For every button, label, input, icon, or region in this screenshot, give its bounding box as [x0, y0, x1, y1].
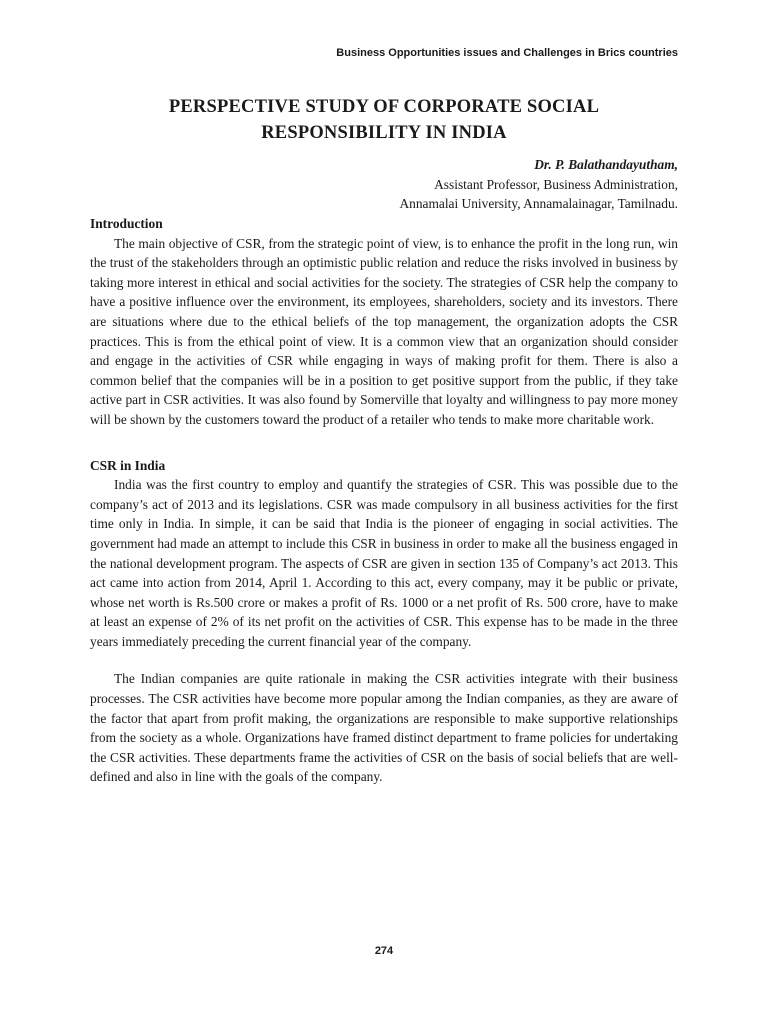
paper-body	[90, 214, 678, 787]
running-header: Business Opportunities issues and Challenges in Brics countries	[336, 47, 678, 59]
csr-india-paragraph-1: India was the first country to employ and quantify the strategies of CSR. This was possible due to the company’s act of 2013 and its legislations. CSR was made compulsory in all business activities for the first time only in India. In simple, it can be said that India is the pioneer of engaging in social activities. The government had made an attempt to include this CSR in business in order to make all the business engaged in the national development program. The aspects of CSR are given in section 135 of Company’s act 2013. This act came into action from 2014, April 1. According to this act, every company, may it be public or private, whose net worth is Rs.500 crore or makes a profit of Rs. 1000 or a net profit of Rs. 500 crore, have to make at least an expense of 2% of its net profit on the activities of CSR. This expense has to be made in the three years immediately preceding the current financial year of the company.	[90, 477, 678, 649]
paper-title	[90, 94, 678, 146]
author-block	[399, 155, 678, 214]
paper-title-line-1: PERSPECTIVE STUDY OF CORPORATE SOCIAL	[168, 97, 600, 117]
introduction-paragraph: The main objective of CSR, from the strategic point of view, is to enhance the profit in the long run, win the trust of the stakeholders through an optimistic public relation and reduce the risks involved in business by taking more interest in ethical and social activities for the society. The strategies of CSR help the company to have a positive influence over the environment, its employees, shareholders, society and its investors. There are situations where due to the ethical beliefs of the top management, the organization adopts the CSR practices. This is from the ethical point of view. It is a common view that an organization should consider and engage in the activities of CSR while engaging in ways of making profit for them. There is also a common belief that the companies will be in a position to get positive support from the public, if they take active part in CSR activities. It was also found by Somerville that loyalty and willingness to pay more money will be shown by the customers toward the product of a retailer who tends to make more charitable work.	[90, 235, 678, 427]
author-affiliation: Annamalai University, Annamalainagar, Tamilnadu.	[399, 196, 678, 211]
author-position: Assistant Professor, Business Administration,	[434, 176, 678, 192]
paragraph-spacer	[90, 651, 678, 669]
csr-india-paragraph-2: The Indian companies are quite rationale in making the CSR activities integrate with their business processes. The CSR activities have become more popular among the Indian companies, as they are aware of the factor that apart from profit making, the organizations are responsible to make supportive relationships from the society as a whole. Organizations have framed distinct department to frame policies for undertaking the CSR activities. These departments frame the activities of CSR on the basis of social beliefs that are well-defined and also in line with the goals of the company.	[90, 671, 678, 785]
section-spacer	[90, 430, 678, 456]
section-heading-csr-in-india: CSR in India	[90, 457, 166, 473]
section-heading-introduction: Introduction	[90, 216, 163, 231]
page-number: 274	[374, 945, 394, 957]
author-name: Dr. P. Balathandayutham,	[534, 157, 678, 172]
paper-title-line-2: RESPONSIBILITY IN INDIA	[261, 123, 507, 143]
